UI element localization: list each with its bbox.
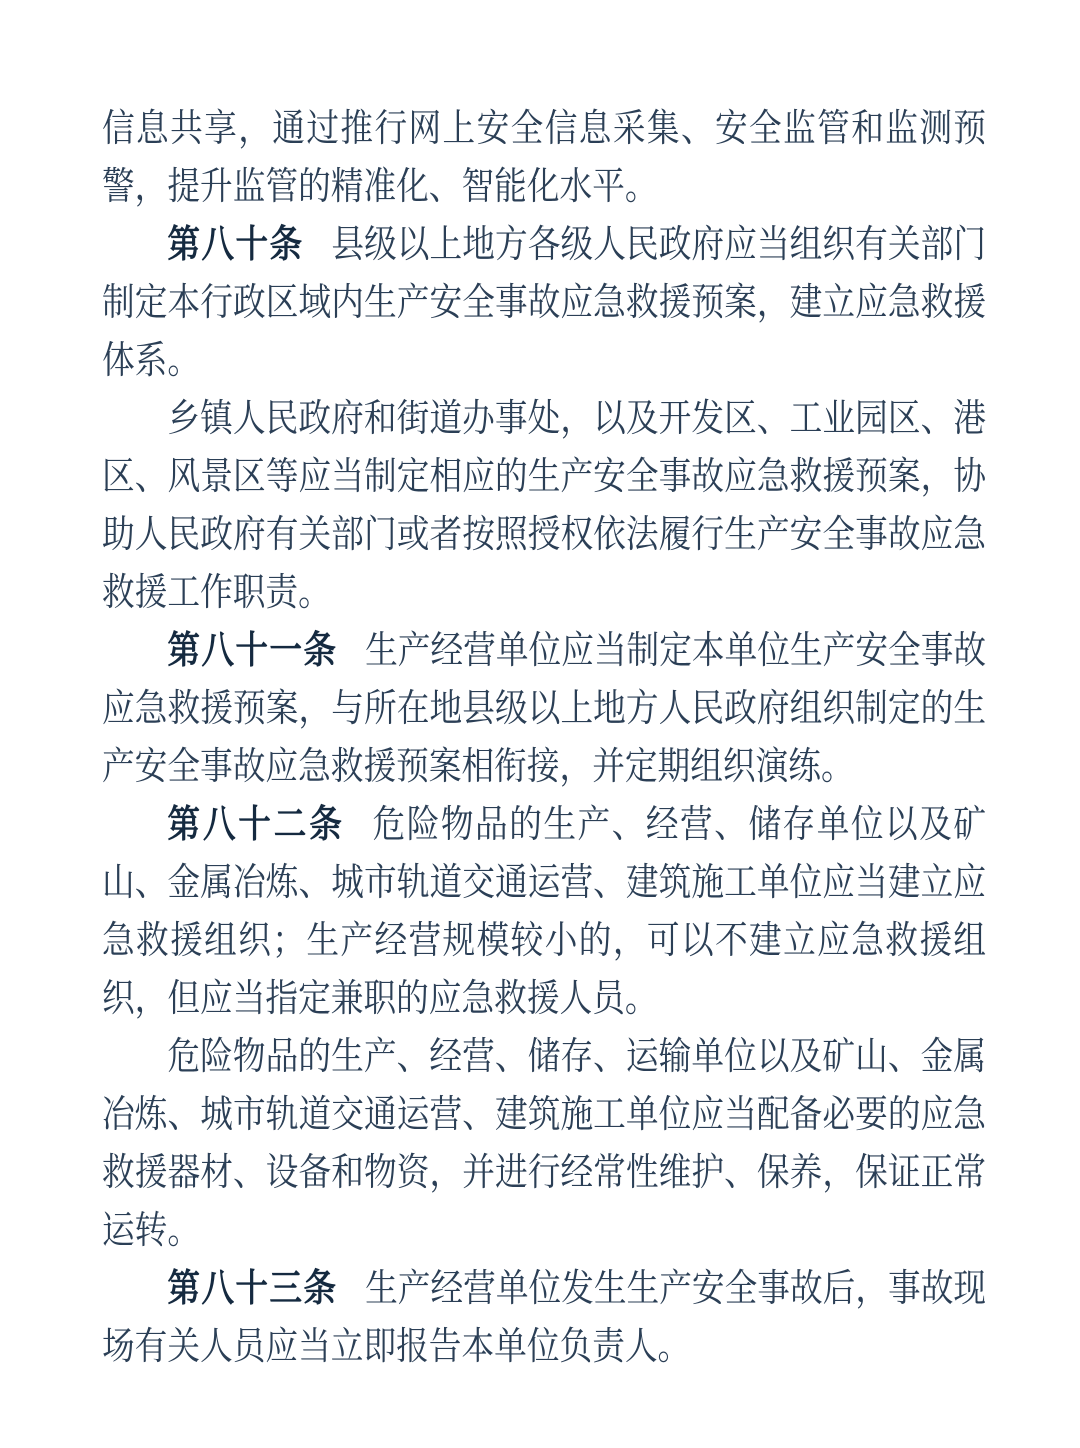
paragraph-continuation <box>102 100 986 216</box>
paragraph-article-81 <box>102 622 986 796</box>
paragraph-text: 危险物品的生产、经营、储存单位以及矿山、金属冶炼、城市轨道交通运营、建筑施工单位应当建立应急救援组织；生产经营规模较小的，可以不建立应急救援组织，但应当指定兼职的应急救援人员。 <box>102 804 987 1020</box>
article-number-82: 第八十二条 <box>167 804 345 846</box>
article-number-81: 第八十一条 <box>167 630 338 672</box>
article-number-80: 第八十条 <box>167 224 304 266</box>
paragraph-text: 县级以上地方各级人民政府应当组织有关部门制定本行政区域内生产安全事故应急救援预案，建立应急救援体系。 <box>102 224 987 382</box>
paragraph-article-83 <box>102 1260 986 1376</box>
paragraph-township <box>102 390 986 622</box>
paragraph-article-82 <box>102 796 986 1028</box>
paragraph-text: 危险物品的生产、经营、储存、运输单位以及矿山、金属冶炼、城市轨道交通运营、建筑施工单位应当配备必要的应急救援器材、设备和物资，并进行经常性维护、保养，保证正常运转。 <box>102 1036 987 1252</box>
paragraph-dangerous-goods <box>102 1028 986 1260</box>
paragraph-text: 生产经营单位发生生产安全事故后，事故现场有关人员应当立即报告本单位负责人。 <box>102 1268 987 1368</box>
article-number-83: 第八十三条 <box>167 1268 338 1310</box>
paragraph-text: 生产经营单位应当制定本单位生产安全事故应急救援预案，与所在地县级以上地方人民政府组织制定的生产安全事故应急救援预案相衔接，并定期组织演练。 <box>102 630 987 788</box>
document-content <box>102 100 986 1376</box>
paragraph-text: 信息共享，通过推行网上安全信息采集、安全监管和监测预警，提升监管的精准化、智能化水平。 <box>102 108 987 208</box>
paragraph-article-80 <box>102 216 986 390</box>
paragraph-text: 乡镇人民政府和街道办事处，以及开发区、工业园区、港区、风景区等应当制定相应的生产安全事故应急救援预案，协助人民政府有关部门或者按照授权依法履行生产安全事故应急救援工作职责。 <box>102 398 987 614</box>
